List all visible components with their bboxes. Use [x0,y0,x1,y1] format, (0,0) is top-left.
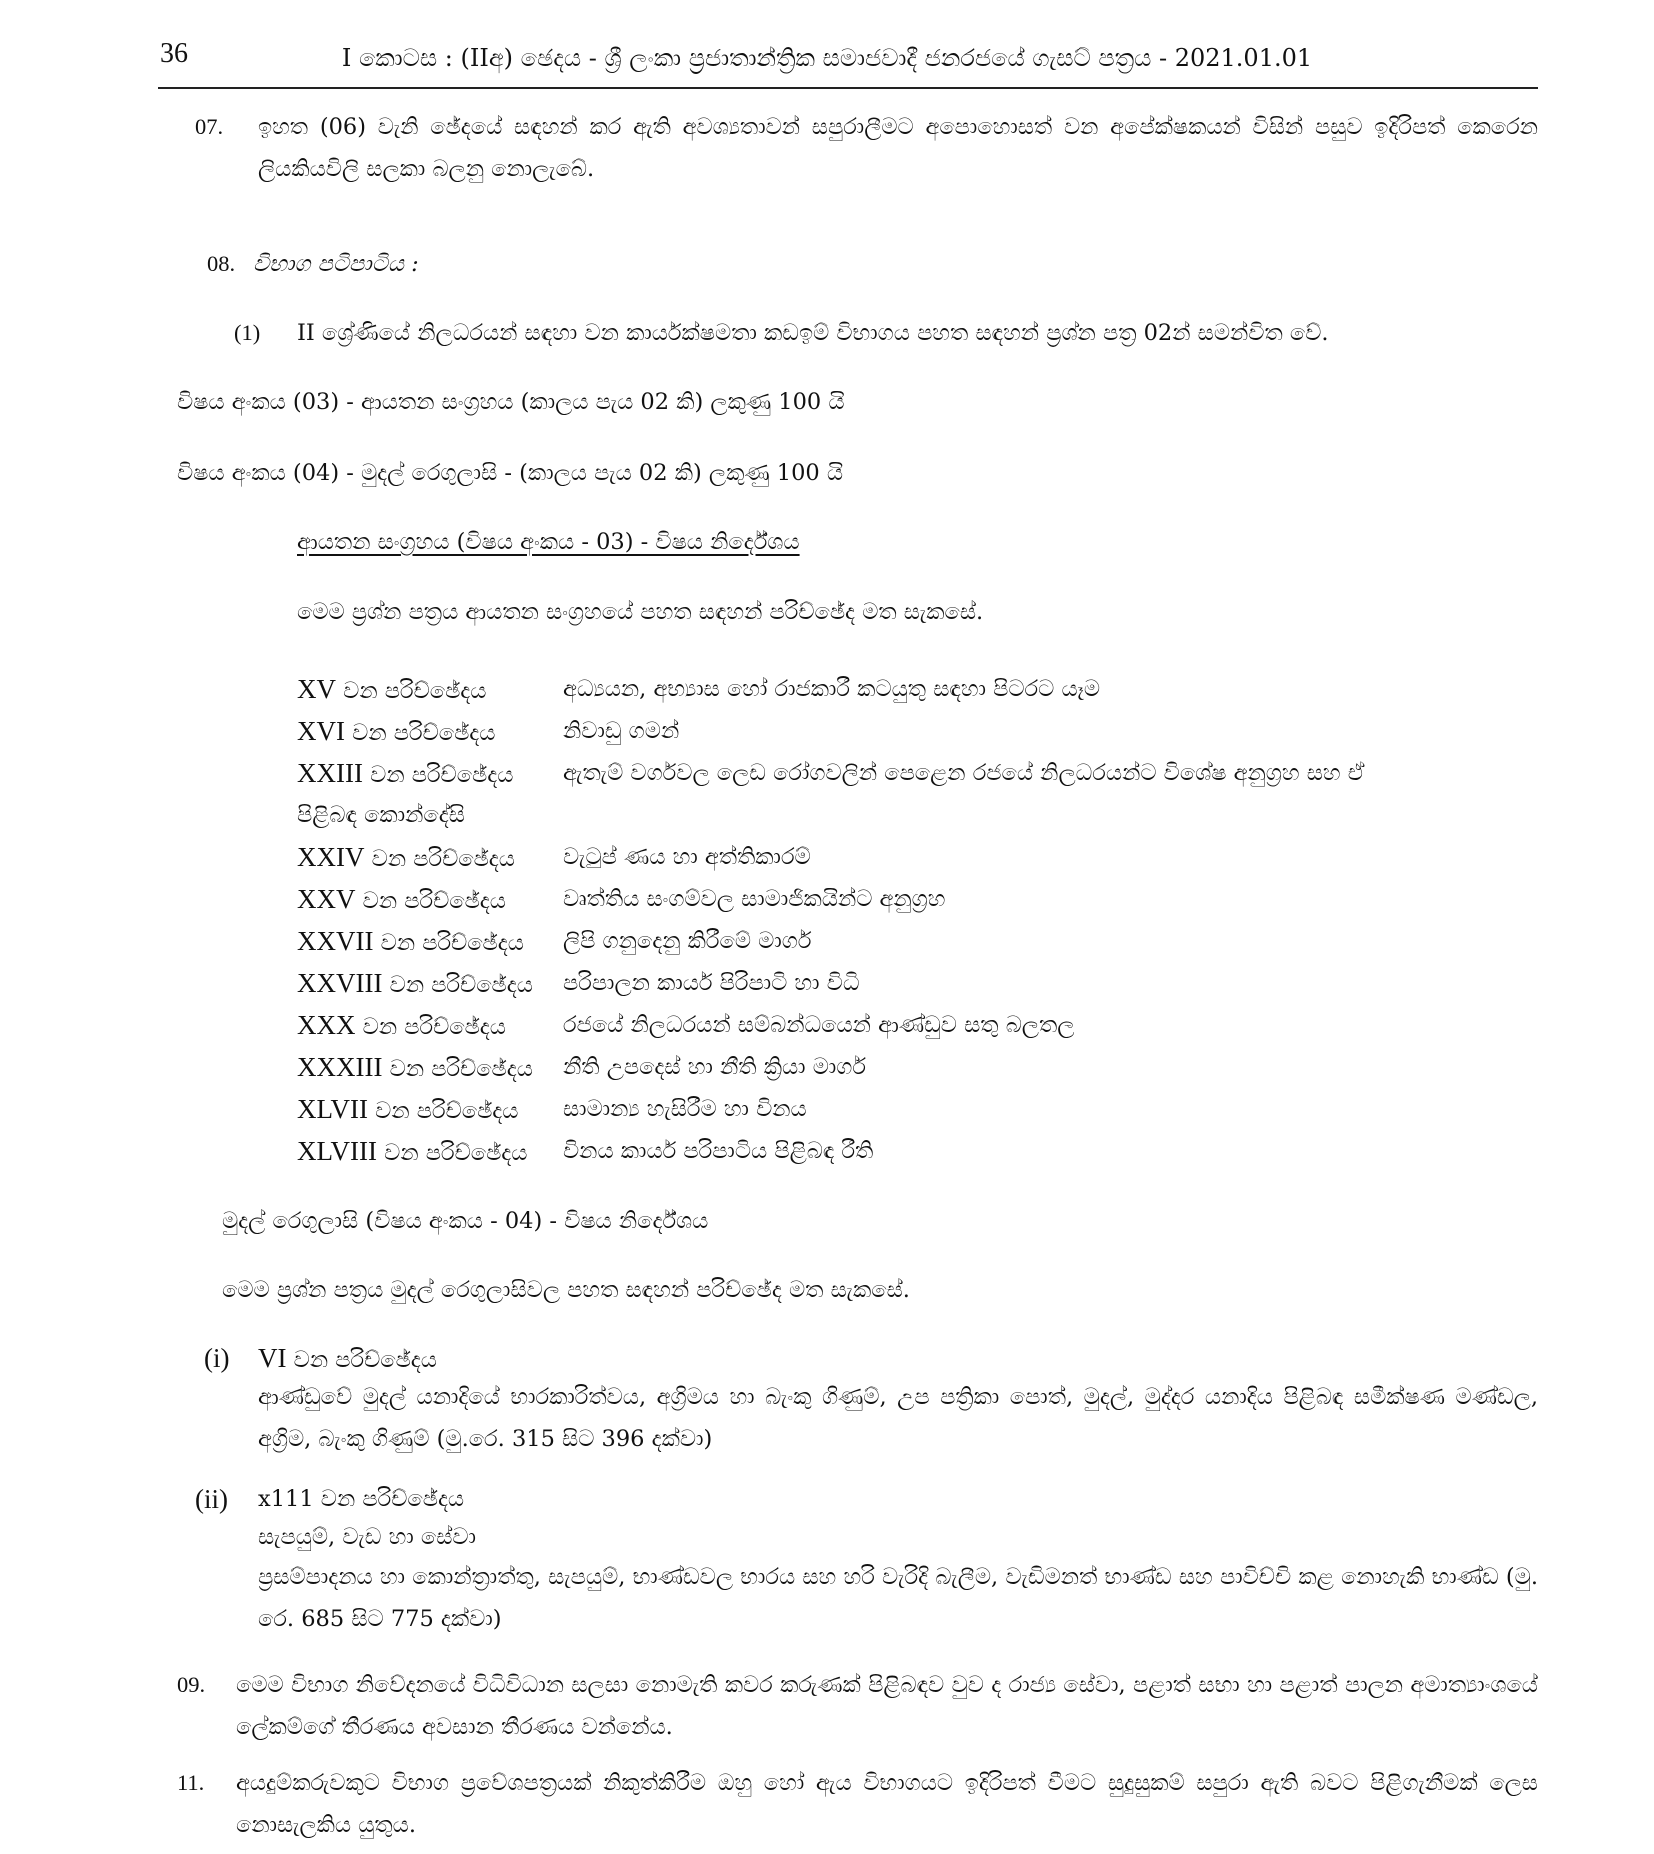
syllabus-04-intro: මෙම ප්‍රශ්න පත්‍රය මුදල් රෙගුලාසිවල පහත සඳහන් පරිච්ඡේද මත සැකසේ. [222,1277,910,1303]
chapter-xxv-number: XXV වන පරිච්ඡේදය [297,884,506,914]
chapter-xxiii-title: ඇතැම් වර්ගවල ලෙඩ රෝගවලින් පෙළෙන රජයේ නිලධරයන්ට විශේෂ අනුග්‍රහ සහ ඒ [563,760,1365,786]
item-ii-text: ප්‍රසම්පාදනය හා කොන්ත්‍රාත්තු, සැපයුම්, භාණ්ඩවල භාරය සහ හරි වැරිදි බැලීම, වැඩිමනත් භාණ්ඩ සහ පාවිච්චි කළ නොහැකි භාණ්ඩ (මු. රෙ. 685 සිට 775 දක්වා) [258,1564,1538,1632]
header-rule [158,87,1538,89]
syllabus-04-heading: මුදල් රෙගුලාසි (විෂය අංකය - 04) - විෂය නිර්දේශය [222,1208,709,1234]
chapter-xv-number: XV වන පරිච්ඡේදය [297,674,487,704]
section-08-sub1-text: II ශ්‍රේණියේ නිලධරයන් සඳහා වන කාර්යක්ෂමතා කඩඉම් විභාගය පහත සඳහන් ප්‍රශ්න පත්‍ර 02න් සමන්විත වේ. [297,320,1329,346]
chapter-xlvii-title: සාමාන්‍ය හැසිරීම හා විනය [563,1096,807,1122]
section-11-number: 11. [177,1770,205,1795]
item-i-chapter: VI වන පරිච්ඡේදය [258,1343,437,1373]
chapter-xlvii-number: XLVII වන පරිච්ඡේදය [297,1094,519,1124]
section-09-number: 09. [177,1672,206,1697]
item-i-label: (i) [204,1343,230,1373]
chapter-xxvii-number: XXVII වන පරිච්ඡේදය [297,926,524,956]
chapter-xvi-title: නිවාඩු ගමන් [563,718,680,744]
chapter-xxiv-title: වැටුප් ණය හා අත්තිකාරම් [563,844,811,870]
section-08-sub1-number: (1) [234,320,261,345]
chapter-xxx-number: XXX වන පරිච්ඡේදය [297,1010,506,1040]
item-ii-subtitle: සැපයුම්, වැඩ හා සේවා [258,1524,476,1550]
syllabus-03-intro: මෙම ප්‍රශ්න පත්‍රය ආයතන සංග්‍රහයේ පහත සඳහන් පරිච්ඡේද මත සැකසේ. [297,599,984,625]
section-11-text: අයදුම්කරුවකුට විභාග ප්‍රවේශපත්‍රයක් නිකුත්කිරීම ඔහු හෝ ඇය විභාගයට ඉදිරිපත් වීමට සුදුසුකම් සපුරා ඇති බවට පිළිගැනීමක් ලෙස නොසැලකිය යුතුය. [236,1770,1538,1838]
chapter-xxiii-number: XXIII වන පරිච්ඡේදය [297,758,514,788]
gazette-header-title: I කොටස : (IIඅ) ඡෙදය - ශ්‍රී ලංකා ප්‍රජාතාන්ත්‍රික සමාජවාදී ජනරජයේ ගැසට් පත්‍රය - 2021.01.01 [341,44,1313,72]
section-08-number: 08. [207,251,236,276]
section-07-number: 07. [195,114,224,139]
chapter-xvi-number: XVI වන පරිච්ඡේදය [297,716,496,746]
item-ii-chapter: x111 වන පරිච්ඡේදය [258,1486,465,1512]
section-09-text: මෙම විභාග නිවේදනයේ විධිවිධාන සලසා නොමැති කවර කරුණක් පිළිබඳව වුව ද රාජ්‍ය සේවා, පළාත් සභා හා පළාත් පාලන අමාත්‍යාංශයේ ලේකම්ගේ තීරණය අවසාන තීරණය වන්නේය. [236,1672,1538,1740]
chapter-xxxiii-number: XXXIII වන පරිච්ඡේදය [297,1052,533,1082]
chapter-xxxiii-title: නීති උපදෙස් හා නීති ක්‍රියා මාර්ග [563,1054,866,1080]
chapter-xxvii-title: ලිපි ගනුදෙනු කිරීමේ මාර්ග [563,928,812,954]
subject-04-line: විෂය අංකය (04) - මුදල් රෙගුලාසි - (කාලය පැය 02 කි) ලකුණු 100 යි [177,460,844,486]
chapter-xv-title: අධ්‍යයන, අභ්‍යාස හෝ රාජකාරී කටයුතු සඳහා පිටරට යෑම [563,676,1101,702]
item-i-text: ආණ්ඩුවේ මුදල් යනාදියේ භාරකාරිත්වය, අග්‍රිමය හා බැංකු ගිණුම්, උප පත්‍රිකා පොත්, මුදල්, මුද්දර යනාදිය පිළිබඳ සමීක්ෂණ මණ්ඩල, අග්‍රිම, බැංකු ගිණුම් (මු.රෙ. 315 සිට 396 දක්වා) [258,1384,1538,1452]
subject-03-line: විෂය අංකය (03) - ආයතන සංග්‍රහය (කාලය පැය 02 කි) ලකුණු 100 යි [177,389,845,415]
chapter-xxviii-title: පරිපාලන කාර්ය පිරිපාටි හා විධි [563,970,860,996]
chapter-xxviii-number: XXVIII වන පරිච්ඡේදය [297,968,533,998]
section-07-text: ඉහත (06) වැනි ඡේදයේ සඳහන් කර ඇති අවශ්‍යතාවන් සපුරාලීමට අපොහොසත් වන අපේක්ෂකයන් විසින් පසුව ඉදිරිපත් කෙරෙන ලියකියවිලි සලකා බලනු නොලැබේ. [258,114,1538,182]
chapter-xxx-title: රජයේ නිලධරයන් සම්බන්ධයෙන් ආණ්ඩුව සතු බලතල [563,1012,1075,1038]
chapter-xxiv-number: XXIV වන පරිච්ඡේදය [297,842,515,872]
chapter-xlviii-title: විනය කාර්ය පරිපාටිය පිළිබඳ රීති [563,1138,874,1164]
section-08-heading: විභාග පටිපාටිය : [253,251,419,277]
syllabus-03-heading: ආයතන සංග්‍රහය (විෂය අංකය - 03) - විෂය නිර්දේශය [297,529,800,555]
chapter-xxiii-title-continued: පිළිබඳ කොන්දේසි [297,802,465,828]
page-number: 36 [160,38,188,69]
chapter-xxv-title: වෘත්තිය සංගම්වල සාමාජිකයින්ට අනුග්‍රහ [563,886,946,912]
chapter-xlviii-number: XLVIII වන පරිච්ඡේදය [297,1136,528,1166]
item-ii-label: (ii) [195,1484,228,1514]
